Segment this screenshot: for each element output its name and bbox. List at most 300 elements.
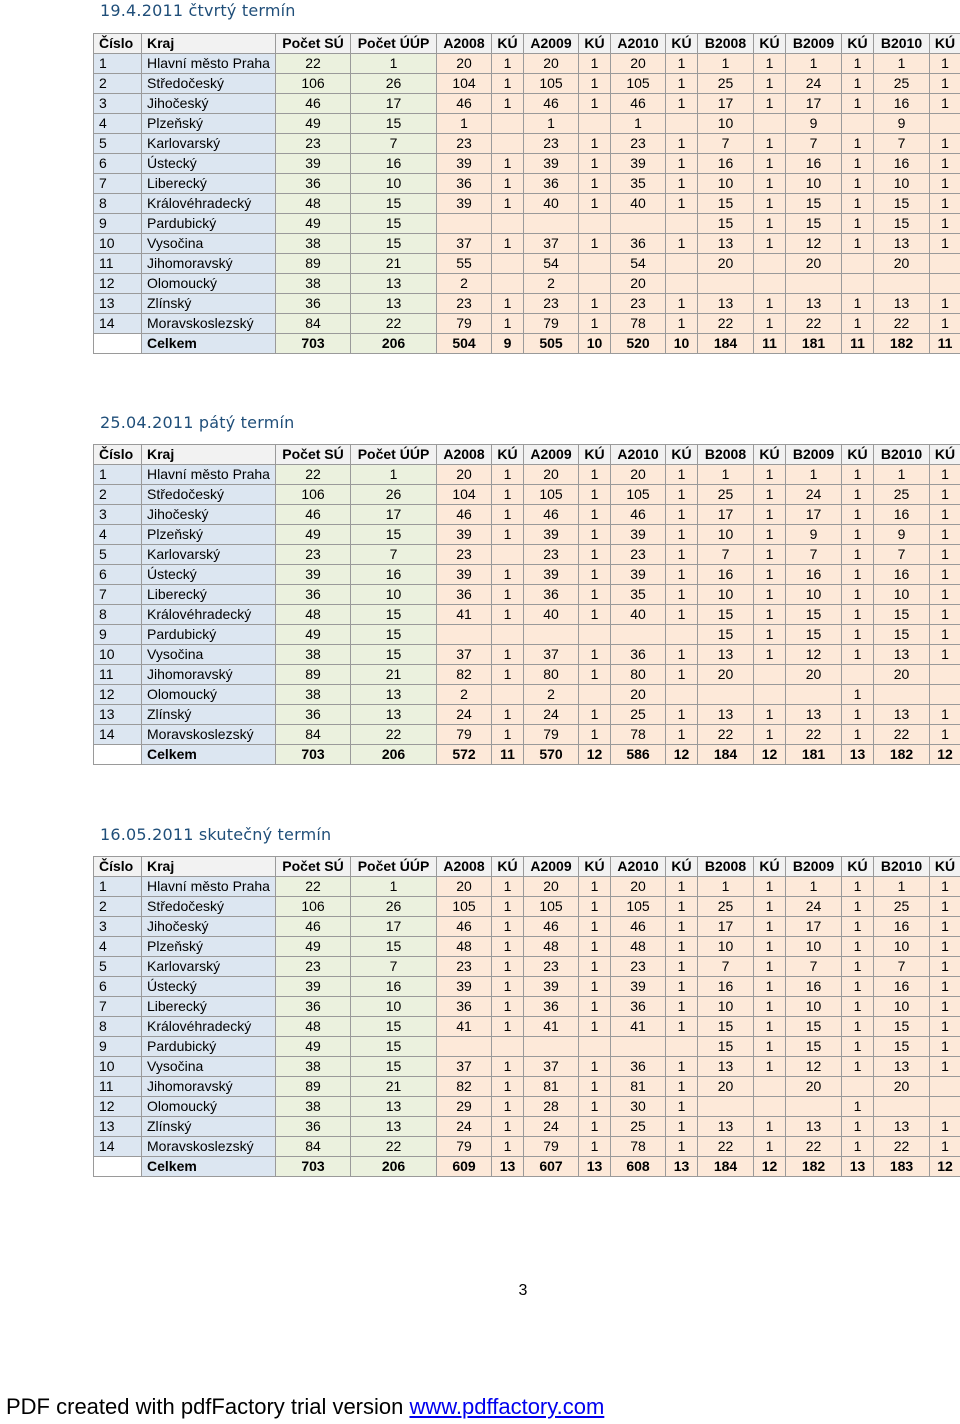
- table-cell: 1: [754, 314, 786, 334]
- table-cell: [492, 685, 524, 705]
- total-cell: 11: [930, 334, 960, 354]
- table-cell: 1: [666, 957, 698, 977]
- region-name: Vysočina: [142, 234, 276, 254]
- column-header: KÚ: [930, 34, 960, 54]
- table-cell: 8: [94, 1017, 142, 1037]
- table-cell: [930, 254, 960, 274]
- table-cell: 16: [874, 94, 930, 114]
- table-cell: 12: [786, 645, 842, 665]
- table-cell: 37: [437, 234, 492, 254]
- table-cell: 41: [611, 1017, 666, 1037]
- table-cell: 1: [842, 957, 874, 977]
- table-cell: 20: [874, 665, 930, 685]
- table-cell: 9: [874, 525, 930, 545]
- table-cell: 81: [611, 1077, 666, 1097]
- total-cell: 572: [437, 745, 492, 765]
- pdffactory-link[interactable]: www.pdffactory.com: [409, 1394, 605, 1419]
- total-cell: 182: [786, 1157, 842, 1177]
- table-cell: 1: [698, 54, 754, 74]
- table-cell: 22: [276, 877, 351, 897]
- table-cell: [611, 625, 666, 645]
- table-cell: 1: [579, 877, 611, 897]
- table-cell: 1: [579, 1117, 611, 1137]
- table-cell: 10: [94, 1057, 142, 1077]
- column-header: KÚ: [930, 445, 960, 465]
- table-cell: 23: [437, 545, 492, 565]
- region-name: Ústecký: [142, 977, 276, 997]
- table-cell: [492, 545, 524, 565]
- total-label: Celkem: [142, 745, 276, 765]
- table-cell: 3: [94, 917, 142, 937]
- table-cell: 20: [611, 465, 666, 485]
- table-cell: 2: [437, 274, 492, 294]
- table-cell: 25: [698, 74, 754, 94]
- table-cell: 15: [874, 1017, 930, 1037]
- table-cell: 13: [94, 1117, 142, 1137]
- column-header: KÚ: [579, 445, 611, 465]
- table-cell: 13: [786, 705, 842, 725]
- column-header: B2010: [874, 857, 930, 877]
- table-row: [94, 585, 960, 605]
- column-header: Počet SÚ: [276, 445, 351, 465]
- table-cell: 15: [698, 1037, 754, 1057]
- total-cell: 11: [842, 334, 874, 354]
- table-cell: 1: [754, 94, 786, 114]
- table-row: [94, 154, 960, 174]
- total-cell: 13: [842, 1157, 874, 1177]
- table-cell: 1: [754, 997, 786, 1017]
- table-cell: 20: [874, 254, 930, 274]
- table-cell: 39: [611, 525, 666, 545]
- table-cell: 10: [94, 234, 142, 254]
- table-cell: 2: [524, 685, 579, 705]
- table-cell: 1: [842, 1097, 874, 1117]
- table-cell: 1: [666, 74, 698, 94]
- table-cell: 1: [930, 214, 960, 234]
- table-cell: 40: [524, 194, 579, 214]
- table-cell: 16: [874, 154, 930, 174]
- table-cell: 25: [874, 485, 930, 505]
- total-cell: 12: [930, 745, 960, 765]
- table-cell: 1: [492, 565, 524, 585]
- table-cell: 15: [351, 214, 437, 234]
- table-cell: 40: [524, 605, 579, 625]
- total-cell: 12: [930, 1157, 960, 1177]
- table-cell: 23: [524, 545, 579, 565]
- region-name: Moravskoslezský: [142, 314, 276, 334]
- table-cell: 1: [754, 977, 786, 997]
- table-cell: 13: [698, 705, 754, 725]
- table-cell: 37: [524, 234, 579, 254]
- table-cell: 36: [276, 294, 351, 314]
- table-cell: 1: [94, 877, 142, 897]
- table-cell: 15: [874, 194, 930, 214]
- table-cell: 1: [930, 525, 960, 545]
- table-cell: 81: [524, 1077, 579, 1097]
- table-cell: 21: [351, 254, 437, 274]
- table-cell: 15: [786, 194, 842, 214]
- table-cell: 1: [930, 194, 960, 214]
- table-cell: 39: [437, 194, 492, 214]
- table-cell: 21: [351, 1077, 437, 1097]
- table-cell: 1: [666, 54, 698, 74]
- table-cell: 1: [842, 94, 874, 114]
- table-cell: 23: [437, 294, 492, 314]
- region-name: Jihočeský: [142, 94, 276, 114]
- table-cell: 1: [698, 465, 754, 485]
- table-row: [94, 194, 960, 214]
- table-cell: 1: [579, 1137, 611, 1157]
- table-cell: 89: [276, 1077, 351, 1097]
- table-cell: 13: [874, 1057, 930, 1077]
- total-cell: 183: [874, 1157, 930, 1177]
- table-cell: 1: [351, 877, 437, 897]
- table-cell: [579, 114, 611, 134]
- table-cell: 15: [874, 605, 930, 625]
- table-cell: 1: [579, 665, 611, 685]
- table-cell: 1: [842, 645, 874, 665]
- table-row: [94, 897, 960, 917]
- region-name: Jihočeský: [142, 505, 276, 525]
- region-name: Plzeňský: [142, 525, 276, 545]
- table-cell: 40: [611, 194, 666, 214]
- table-cell: 1: [842, 234, 874, 254]
- column-header: B2009: [786, 445, 842, 465]
- column-header: A2008: [437, 857, 492, 877]
- table-cell: 13: [874, 1117, 930, 1137]
- table-row: [94, 1137, 960, 1157]
- table-cell: 2: [94, 897, 142, 917]
- region-name: Středočeský: [142, 485, 276, 505]
- table-cell: 17: [698, 917, 754, 937]
- total-cell: 505: [524, 334, 579, 354]
- table-cell: 1: [930, 1117, 960, 1137]
- region-name: Vysočina: [142, 645, 276, 665]
- table-cell: 14: [94, 725, 142, 745]
- column-header: KÚ: [842, 857, 874, 877]
- table-cell: 1: [754, 234, 786, 254]
- table-cell: 3: [94, 505, 142, 525]
- table-cell: 1: [666, 485, 698, 505]
- table-cell: 1: [754, 897, 786, 917]
- region-name: Vysočina: [142, 1057, 276, 1077]
- table-cell: 4: [94, 937, 142, 957]
- table-cell: 13: [351, 1117, 437, 1137]
- table-cell: 7: [786, 134, 842, 154]
- table-cell: 17: [786, 917, 842, 937]
- table-cell: 22: [874, 725, 930, 745]
- table-cell: 20: [611, 877, 666, 897]
- table-row: [94, 645, 960, 665]
- table-row: [94, 74, 960, 94]
- table-cell: 1: [930, 154, 960, 174]
- table-cell: 1: [930, 485, 960, 505]
- table-cell: 20: [698, 254, 754, 274]
- table-cell: 15: [351, 605, 437, 625]
- table-cell: 1: [786, 54, 842, 74]
- region-name: Středočeský: [142, 897, 276, 917]
- table-cell: [930, 114, 960, 134]
- table-cell: 15: [786, 1037, 842, 1057]
- table-cell: 49: [276, 214, 351, 234]
- table-cell: 24: [786, 485, 842, 505]
- region-name: Olomoucký: [142, 685, 276, 705]
- table-cell: 1: [842, 134, 874, 154]
- table-cell: 1: [666, 645, 698, 665]
- table-cell: 1: [930, 545, 960, 565]
- table-cell: 1: [842, 314, 874, 334]
- table-cell: [842, 1077, 874, 1097]
- table-cell: 3: [94, 94, 142, 114]
- table-cell: 39: [437, 525, 492, 545]
- table-cell: 38: [276, 645, 351, 665]
- total-cell: 608: [611, 1157, 666, 1177]
- column-header: A2010: [611, 857, 666, 877]
- table-cell: 39: [524, 565, 579, 585]
- total-cell: 10: [666, 334, 698, 354]
- table-cell: 39: [611, 565, 666, 585]
- table-cell: 1: [579, 314, 611, 334]
- table-cell: 13: [698, 1117, 754, 1137]
- table-cell: 104: [437, 74, 492, 94]
- table-cell: 10: [94, 645, 142, 665]
- table-cell: 15: [351, 114, 437, 134]
- table-cell: 1: [492, 525, 524, 545]
- table-cell: 1: [930, 585, 960, 605]
- table-cell: 1: [842, 977, 874, 997]
- table-row: [94, 685, 960, 705]
- table-header-row: [94, 34, 960, 54]
- table-cell: 5: [94, 957, 142, 977]
- table-cell: 13: [698, 1057, 754, 1077]
- table-cell: 20: [786, 1077, 842, 1097]
- table-cell: 25: [698, 485, 754, 505]
- table-cell: 1: [754, 174, 786, 194]
- table-cell: 39: [276, 565, 351, 585]
- table-cell: 12: [786, 1057, 842, 1077]
- column-header: Počet ÚÚP: [351, 857, 437, 877]
- table-cell: 1: [698, 877, 754, 897]
- table-cell: 106: [276, 897, 351, 917]
- table-cell: 23: [276, 957, 351, 977]
- table-row: [94, 877, 960, 897]
- table-cell: 20: [437, 54, 492, 74]
- table-cell: 1: [666, 545, 698, 565]
- total-cell: [94, 334, 142, 354]
- table-cell: 1: [579, 525, 611, 545]
- table-cell: 1: [579, 605, 611, 625]
- table-cell: 1: [492, 314, 524, 334]
- table-cell: 11: [94, 665, 142, 685]
- table-cell: 25: [698, 897, 754, 917]
- table-cell: 1: [579, 74, 611, 94]
- column-header: B2010: [874, 34, 930, 54]
- table-cell: 46: [524, 94, 579, 114]
- table-cell: 11: [94, 1077, 142, 1097]
- table-cell: 36: [611, 997, 666, 1017]
- table-cell: 38: [276, 274, 351, 294]
- table-row: [94, 234, 960, 254]
- table-cell: [437, 214, 492, 234]
- table-cell: 48: [611, 937, 666, 957]
- table-cell: [492, 274, 524, 294]
- column-header: B2008: [698, 857, 754, 877]
- region-name: Ústecký: [142, 154, 276, 174]
- table-cell: 23: [611, 545, 666, 565]
- table-row: [94, 174, 960, 194]
- column-header: Počet ÚÚP: [351, 445, 437, 465]
- table-cell: 22: [786, 314, 842, 334]
- table-cell: 17: [698, 505, 754, 525]
- table-cell: 17: [351, 917, 437, 937]
- table-cell: 1: [754, 585, 786, 605]
- table-cell: 1: [492, 54, 524, 74]
- table-cell: 49: [276, 114, 351, 134]
- column-header: KÚ: [930, 857, 960, 877]
- column-header: Počet SÚ: [276, 34, 351, 54]
- table-row: [94, 997, 960, 1017]
- total-cell: 13: [666, 1157, 698, 1177]
- table-row: [94, 545, 960, 565]
- column-header: Počet SÚ: [276, 857, 351, 877]
- table-cell: 1: [754, 1037, 786, 1057]
- table-cell: 2: [524, 274, 579, 294]
- table-cell: 37: [524, 645, 579, 665]
- table-row: [94, 565, 960, 585]
- table-row: [94, 625, 960, 645]
- table-row: [94, 214, 960, 234]
- table-cell: 20: [524, 877, 579, 897]
- column-header: KÚ: [492, 34, 524, 54]
- region-name: Ústecký: [142, 565, 276, 585]
- table-cell: 22: [786, 725, 842, 745]
- total-cell: 184: [698, 745, 754, 765]
- table-header-row: [94, 445, 960, 465]
- table-cell: 20: [698, 1077, 754, 1097]
- table-cell: 1: [666, 154, 698, 174]
- table-cell: [524, 214, 579, 234]
- table-cell: 46: [276, 94, 351, 114]
- table-cell: 9: [94, 625, 142, 645]
- table-cell: [874, 685, 930, 705]
- table-cell: 1: [842, 1017, 874, 1037]
- total-cell: 11: [492, 745, 524, 765]
- table-cell: 15: [786, 214, 842, 234]
- column-header: B2010: [874, 445, 930, 465]
- table-row: [94, 1077, 960, 1097]
- table-cell: 10: [698, 997, 754, 1017]
- table-cell: 21: [351, 665, 437, 685]
- table-cell: 1: [94, 465, 142, 485]
- table-cell: 15: [786, 625, 842, 645]
- table-cell: 82: [437, 1077, 492, 1097]
- table-cell: 1: [492, 937, 524, 957]
- table-cell: [754, 274, 786, 294]
- table-cell: 39: [611, 154, 666, 174]
- total-cell: 181: [786, 745, 842, 765]
- table-cell: 1: [930, 917, 960, 937]
- table-cell: 49: [276, 625, 351, 645]
- table-cell: 1: [579, 997, 611, 1017]
- table-cell: 46: [437, 505, 492, 525]
- column-header: KÚ: [492, 445, 524, 465]
- table-cell: 13: [351, 1097, 437, 1117]
- table-cell: 1: [874, 877, 930, 897]
- column-header: A2009: [524, 857, 579, 877]
- table-cell: [930, 1077, 960, 1097]
- table-cell: 16: [351, 565, 437, 585]
- table-cell: 1: [874, 54, 930, 74]
- table-row: [94, 977, 960, 997]
- table-cell: 1: [492, 465, 524, 485]
- table-cell: 1: [351, 465, 437, 485]
- table-cell: [666, 274, 698, 294]
- table-cell: [579, 254, 611, 274]
- table-cell: [754, 1077, 786, 1097]
- table-cell: 10: [874, 174, 930, 194]
- table-cell: [754, 685, 786, 705]
- table-cell: 1: [842, 174, 874, 194]
- pdf-footer: [6, 1394, 604, 1420]
- total-cell: 184: [698, 1157, 754, 1177]
- table-cell: [754, 1097, 786, 1117]
- table-cell: 1: [492, 977, 524, 997]
- region-name: Královéhradecký: [142, 1017, 276, 1037]
- table-cell: 37: [437, 1057, 492, 1077]
- table-cell: 1: [492, 294, 524, 314]
- section-title: 25.04.2011 pátý termín: [100, 413, 295, 432]
- table-cell: 80: [524, 665, 579, 685]
- table-cell: 4: [94, 114, 142, 134]
- table-cell: 13: [698, 234, 754, 254]
- total-cell: 703: [276, 745, 351, 765]
- table-cell: 1: [930, 565, 960, 585]
- table-cell: 46: [437, 94, 492, 114]
- table-cell: 1: [666, 565, 698, 585]
- table-cell: [930, 274, 960, 294]
- column-header: Číslo: [94, 445, 142, 465]
- table-cell: 24: [786, 74, 842, 94]
- region-name: Plzeňský: [142, 937, 276, 957]
- table-cell: 15: [351, 1017, 437, 1037]
- column-header: Kraj: [142, 857, 276, 877]
- table-cell: 54: [611, 254, 666, 274]
- table-cell: 22: [874, 1137, 930, 1157]
- table-cell: 1: [666, 525, 698, 545]
- table-cell: 1: [666, 1117, 698, 1137]
- table-cell: 15: [351, 645, 437, 665]
- table-cell: 15: [874, 214, 930, 234]
- table-cell: 36: [524, 174, 579, 194]
- table-cell: 10: [698, 174, 754, 194]
- table-cell: 15: [698, 214, 754, 234]
- table-cell: 1: [842, 605, 874, 625]
- region-name: Karlovarský: [142, 957, 276, 977]
- table-cell: 1: [754, 214, 786, 234]
- table-cell: 1: [842, 194, 874, 214]
- table-cell: 1: [930, 54, 960, 74]
- table-cell: 38: [276, 234, 351, 254]
- table-cell: 1: [930, 897, 960, 917]
- table-cell: 49: [276, 1037, 351, 1057]
- table-cell: 26: [351, 74, 437, 94]
- column-header: Číslo: [94, 857, 142, 877]
- total-cell: 12: [754, 745, 786, 765]
- table-cell: 39: [524, 525, 579, 545]
- table-cell: 17: [786, 505, 842, 525]
- table-cell: 1: [579, 977, 611, 997]
- table-cell: 1: [492, 234, 524, 254]
